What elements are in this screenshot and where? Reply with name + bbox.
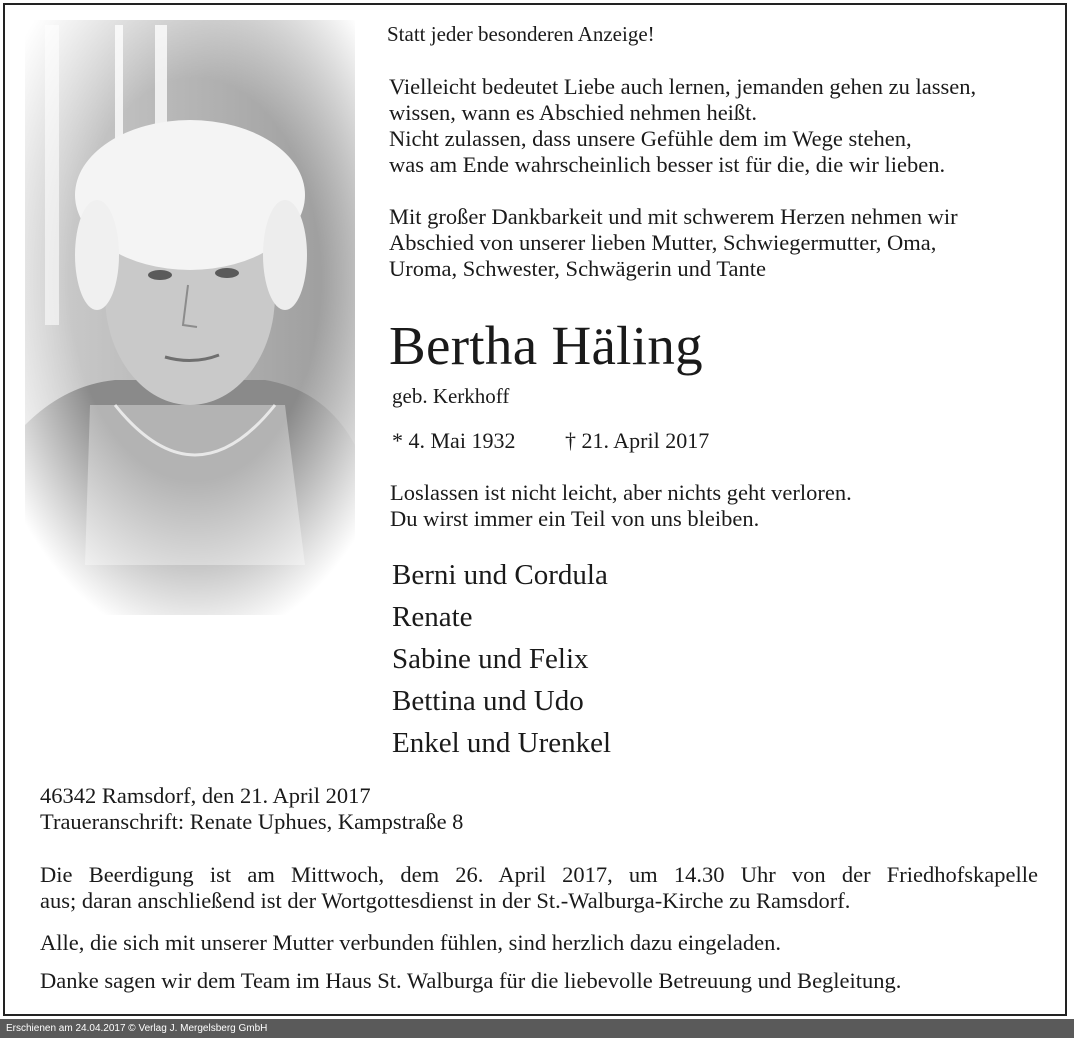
quote-line: Loslassen ist nicht leicht, aber nichts geht verloren.	[390, 480, 852, 505]
farewell-text	[389, 204, 958, 282]
funeral-info	[40, 862, 1038, 914]
poem-line: Nicht zulassen, dass unsere Gefühle dem im Wege stehen,	[389, 126, 912, 151]
birth-date: * 4. Mai 1932	[392, 428, 516, 453]
family-member: Enkel und Urenkel	[392, 727, 612, 759]
thanks-text: Danke sagen wir dem Team im Haus St. Walburga für die liebevolle Betreuung und Begleitung.	[40, 968, 902, 993]
maiden-name: geb. Kerkhoff	[392, 384, 510, 408]
family-member: Renate	[392, 601, 473, 633]
poem-line: was am Ende wahrscheinlich besser ist für die, die wir lieben.	[389, 152, 946, 177]
place-and-address	[40, 783, 463, 835]
farewell-line: Mit großer Dankbarkeit und mit schwerem Herzen nehmen wir	[389, 204, 958, 229]
family-member: Sabine und Felix	[392, 643, 589, 675]
place-date: 46342 Ramsdorf, den 21. April 2017	[40, 783, 371, 808]
mourning-address: Traueranschrift: Renate Uphues, Kampstraße 8	[40, 809, 464, 834]
death-date: † 21. April 2017	[565, 428, 710, 453]
family-member: Bettina und Udo	[392, 685, 584, 717]
quote	[390, 480, 852, 532]
poem-line: wissen, wann es Abschied nehmen heißt.	[389, 100, 758, 125]
deceased-name: Bertha Häling	[389, 315, 703, 376]
publication-footer: Erschienen am 24.04.2017 © Verlag J. Mergelsberg GmbH	[0, 1019, 1074, 1038]
invitation-text: Alle, die sich mit unserer Mutter verbunden fühlen, sind herzlich dazu eingeladen.	[40, 930, 782, 955]
family-list	[392, 554, 611, 764]
poem	[389, 74, 976, 178]
farewell-line: Abschied von unserer lieben Mutter, Schwiegermutter, Oma,	[389, 230, 937, 255]
quote-line: Du wirst immer ein Teil von uns bleiben.	[390, 506, 760, 531]
portrait-photo	[5, 5, 385, 615]
funeral-line: Die Beerdigung ist am Mittwoch, dem 26. April 2017, um 14.30 Uhr von der Friedhofskapelle	[40, 862, 1038, 887]
funeral-line: aus; daran anschließend ist der Wortgottesdienst in der St.-Walburga-Kirche zu Ramsdorf.	[40, 888, 851, 913]
poem-line: Vielleicht bedeutet Liebe auch lernen, jemanden gehen zu lassen,	[389, 74, 977, 99]
notice-intro: Statt jeder besonderen Anzeige!	[387, 22, 655, 46]
farewell-line: Uroma, Schwester, Schwägerin und Tante	[389, 256, 767, 281]
family-member: Berni und Cordula	[392, 559, 608, 591]
